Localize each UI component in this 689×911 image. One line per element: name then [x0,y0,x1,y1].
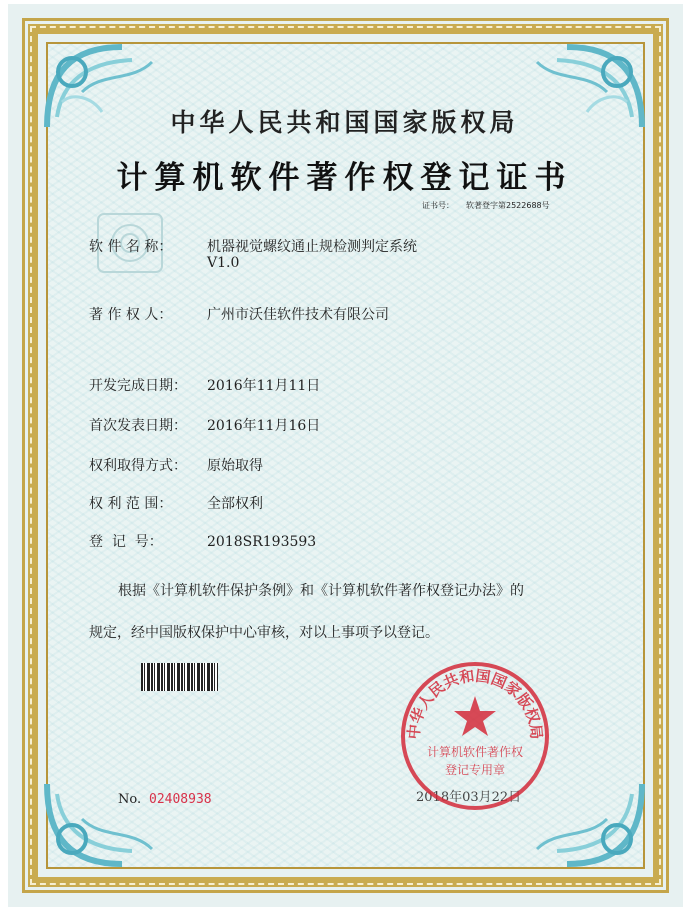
certificate-number-label: 证书号： [422,201,454,210]
first-publication-value: 2016年11月16日 [207,418,321,434]
software-version: V1.0 [207,255,240,271]
acquisition-method-label: 权利取得方式： [89,458,187,474]
official-seal-icon [399,660,551,812]
registration-number-row [89,531,316,551]
issuer-title: 中华人民共和国国家版权局 [170,108,519,137]
seal-ring-text: 中华人民共和国国家版权局 [404,666,546,740]
software-name-label: 软 件 名 称： [89,239,173,255]
certificate-number-value: 软著登字第2522688号 [466,201,550,210]
scope-row [89,493,263,513]
certificate-title: 计算机软件著作权登记证书 [116,160,573,196]
completion-date-label: 开发完成日期： [89,378,187,394]
serial-value: 02408938 [149,792,212,807]
statement-line-2: 规定，经中国版权保护中心审核，对以上事项予以登记。 [89,625,439,641]
barcode-icon [141,663,218,691]
software-name-row [89,236,417,256]
copyright-owner-value: 广州市沃佳软件技术有限公司 [207,307,389,323]
first-publication-label: 首次发表日期： [89,418,187,434]
registration-number-value: 2018SR193593 [207,534,317,550]
statement-line-1: 根据《计算机软件保护条例》和《计算机软件著作权登记办法》的 [118,583,524,599]
scope-label: 权 利 范 围： [89,496,173,512]
seal-center-line-1: 计算机软件著作权 [426,745,524,759]
issue-date: 2018年03月22日 [416,790,522,805]
copyright-owner-label: 著 作 权 人： [89,307,173,323]
scope-value: 全部权利 [207,496,263,512]
certificate-number [422,200,550,211]
serial-label: No. [118,792,142,807]
seal-center-line-2: 登记专用章 [444,763,506,777]
completion-date-value: 2016年11月11日 [207,378,321,394]
copyright-owner-row [89,304,389,324]
first-publication-row [89,415,320,435]
completion-date-row [89,375,320,395]
acquisition-method-value: 原始取得 [207,458,263,474]
software-name-value: 机器视觉螺纹通止规检测判定系统 [207,239,417,255]
acquisition-method-row [89,455,263,475]
registration-number-label: 登 记 号： [89,534,163,550]
